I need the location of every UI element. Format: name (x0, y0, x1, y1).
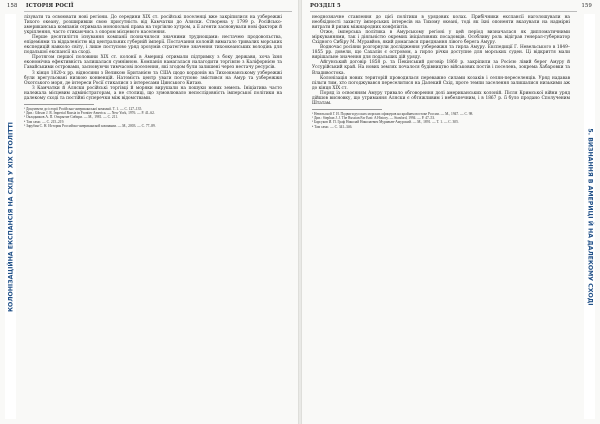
paragraph: неоднозначне ставлення до цієї політики в урядових колах. Прибічники експансії наголошували на необхідності захисту імперських інтересів на Тихому океані, тоді як їхні опоненти вказували на надмірні витрати й ризик міжнародних конфліктів. (312, 15, 570, 31)
right-footnotes (312, 112, 570, 129)
paragraph: Перше десятиліття існування компанії позначилося значними труднощами: нестачею продовольства, епідеміями та віддаленістю від центральних губерній імперії. Постачання колоній вимагало тривалих морських експедицій навколо світу, і лише поступово уряд зрозумів стратегічне значення тихоокеанських володінь для подальшої експансії на сході. (24, 35, 282, 56)
right-text-column (312, 15, 570, 129)
left-running-title: ІСТОРІЯ РОСІЇ (26, 3, 74, 9)
paragraph: Протягом першої половини XIX ст. колонії в Америці отримали підтримку з боку держави, хоча їхня економічна ефективність залишалася сумнівною. Компанія намагалася налагодити торгівлю з Каліфорнією та Гавайськими островами, засновуючи тимчасові поселення, які згодом були залишені через нестачу ресурсів. (24, 55, 282, 71)
footnote: ⁴ Там само. — С. 215–219. (24, 119, 65, 124)
left-text-column (24, 15, 282, 128)
left-page (0, 0, 298, 424)
paragraph: З Камчатки й Аляски російські торгівці й моряки вирушали на пошуки нових земель. Ініціатива часто належала місцевим адміністраторам, а не столиці, що зумовлювало непослідовність імперської політики на далекому сході та постійні суперечки між відомствами. (24, 85, 282, 101)
right-body (312, 15, 570, 106)
right-header-rule (310, 11, 577, 12)
footnote: ³ Барсуков И. П. Граф Николай Николаевич Муравьев-Амурский. — М., 1891. — Т. 1. — С. 305. (312, 120, 459, 125)
right-running-title: РОЗДІЛ 5 (310, 3, 341, 9)
left-footnotes (24, 107, 282, 128)
paragraph: лізувати та освоювати нові регіони. До середини XIX ст. російські поселенці вже закріпилися на узбережжі Тихого океану, розширивши свою присутність від Камчатки до Аляски. Створена у 1799 р. Російсько-американська компанія отримала монопольні права на торгівлю хутром, а її агенти засновували нові фактори й укріплення, часто стикаючись з опором місцевого населення. (24, 15, 282, 36)
right-side-label: 5. ВИЗНАННЯ В АМЕРИЦІ Й НА ДАЛЕКОМУ СХОДІ (586, 127, 593, 306)
right-page (302, 0, 600, 424)
footnote: ⁴ Там само. — С. 341–346. (312, 124, 353, 129)
paragraph: Поряд із освоєнням Амуру тривало обговорення долі американських колоній. Після Кримської війни уряд дійшов висновку, що утримання Аляски є обтяжливим і небезпечним, і в 1867 р. її було продано Сполученим Штатам. (312, 90, 570, 106)
footnote: ² Див.: Gibson J. R. Imperial Russia in Frontier America. — New York, 1976. — P. 41–62. (24, 111, 155, 116)
paragraph: Колонізація нових територій проводилася переважно силами козаків і селян-переселенців. Уряд надавав пільги тим, хто погоджувався переселитися на Далекий Схід, проте темпи заселення залишалися низькими аж до кінця XIX ст. (312, 75, 570, 91)
footnote: ⁵ Зарубин С. Н. История Российско-американской компании. — М., 2003. — С. 77–89. (24, 123, 156, 128)
left-side-label: КОЛОНІЗАЦІЙНА ЕКСПАНСІЯ НА СХІД У ХІХ СТОЛІТТІ (7, 121, 14, 312)
paragraph: Водночас росіяни розгорнули дослідження узбережжя та гирла Амуру. Експедиції Г. Невельського в 1849–1855 рр. довели, що Сахалін є островом, а гирло річки доступне для морських суден. Ці відкриття мали вирішальне значення для подальших дій уряду. (312, 45, 570, 61)
footnote: ¹ Невельской Г. И. Подвиги русских морских офицеров на крайнем востоке России. — М., 1947. — С. 98. (312, 111, 474, 116)
left-page-number: 158 (7, 3, 18, 9)
paragraph: З кінця 1820-х рр. відносини з Великою Британією та США щодо кордонів на Тихоокеанському узбережжі були врегульовані низкою конвенцій. Натомість центр уваги поступово змістився на Амур та узбережжя Охотського моря, де інтереси Росії стикалися з інтересами Цинського Китаю. (24, 70, 282, 86)
left-header-rule (24, 11, 292, 12)
footnote: ³ Окладников А. П. Открытие Сибири. — М., 1981. — С. 211. (24, 115, 119, 120)
left-side-tab (5, 14, 16, 419)
footnote-divider (24, 104, 94, 105)
right-side-tab (584, 14, 595, 419)
paragraph: Отже, імперська політика в Амурському регіоні у цей період визначалася як дипломатичними міркуваннями, так і діяльністю окремих ініціативних посадовців. Особливу роль відіграв генерал-губернатор Східного Сибіру М. Муравйов, який домагався приєднання лівого берега Амуру. (312, 30, 570, 46)
footnote: ² Див.: Stephan J. J. The Russian Far East: A History. — Stanford, 1994. — P. 47–53. (312, 116, 436, 121)
footnote-divider (312, 109, 382, 110)
left-body (24, 15, 282, 101)
footnote: ¹ Документи до історії Російсько-американської компанії. Т. 1. — С. 127–135. (24, 106, 143, 111)
right-page-number: 159 (581, 3, 592, 9)
paragraph: Айгунський договір 1858 р. та Пекінський договір 1860 р. закріпили за Росією лівий берег Амуру й Уссурійський край. На нових землях почалося будівництво військових постів і поселень, зокрема Хабаровки та Владивостока. (312, 60, 570, 76)
